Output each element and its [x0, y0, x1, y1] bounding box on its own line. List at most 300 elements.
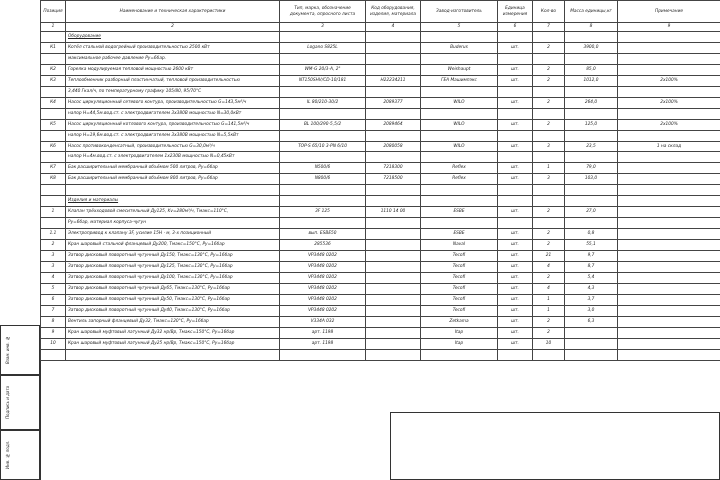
cell-note — [618, 240, 720, 251]
cell-mass: 6,3 — [565, 316, 618, 327]
cell-mass: 9,7 — [565, 251, 618, 262]
cell-mass: 3,0 — [565, 305, 618, 316]
cell-name: максимальное рабочее давление Ру=6бар. — [66, 53, 280, 64]
cell-qty — [533, 218, 565, 229]
col-num-6: 6 — [498, 23, 533, 32]
cell-qty: 21 — [533, 251, 565, 262]
cell-type — [280, 130, 366, 141]
cell-qty: 2 — [533, 97, 565, 108]
cell-unit: шт. — [498, 251, 533, 262]
cell-code — [366, 196, 421, 207]
table-row — [41, 75, 720, 86]
table-row — [41, 327, 720, 338]
cell-maker: ESBE — [421, 207, 498, 218]
cell-maker — [421, 349, 498, 360]
cell-note — [618, 207, 720, 218]
cell-code — [366, 316, 421, 327]
cell-maker — [421, 108, 498, 119]
cell-unit: шт. — [498, 283, 533, 294]
cell-type: VP3448 0202 — [280, 251, 366, 262]
cell-unit: шт. — [498, 240, 533, 251]
cell-mass — [565, 327, 618, 338]
cell-code — [366, 152, 421, 163]
cell-pos — [41, 108, 66, 119]
cell-qty: 3 — [533, 174, 565, 185]
cell-mass: 79,0 — [565, 163, 618, 174]
cell-code — [366, 229, 421, 240]
cell-qty — [533, 349, 565, 360]
cell-type: VP3448 0202 — [280, 283, 366, 294]
cell-qty: 2 — [533, 75, 565, 86]
cell-note — [618, 229, 720, 240]
cell-unit — [498, 108, 533, 119]
cell-note — [618, 251, 720, 262]
cell-maker: ESBE — [421, 229, 498, 240]
cell-code — [366, 32, 421, 43]
cell-note — [618, 305, 720, 316]
cell-note — [618, 64, 720, 75]
cell-note — [618, 174, 720, 185]
cell-type: VP3448 0202 — [280, 262, 366, 273]
cell-type: Logano S825L — [280, 42, 366, 53]
cell-pos: К4 — [41, 97, 66, 108]
table-row — [41, 130, 720, 141]
table-row — [41, 152, 720, 163]
cell-note — [618, 163, 720, 174]
cell-name: Котёл стальной водогрейный производительностью 2500 кВт — [66, 42, 280, 53]
section-row — [41, 196, 720, 207]
header-qty: Кол-во — [533, 1, 565, 23]
cell-name — [66, 185, 280, 196]
cell-name: Горелка модулируемая тепловой мощностью 2600 кВт — [66, 64, 280, 75]
cell-note — [618, 327, 720, 338]
table-row — [41, 119, 720, 130]
cell-pos — [41, 86, 66, 97]
cell-type — [280, 218, 366, 229]
cell-qty — [533, 108, 565, 119]
cell-code — [366, 86, 421, 97]
header-note: Примечание — [618, 1, 720, 23]
cell-unit — [498, 185, 533, 196]
cell-qty: 2 — [533, 42, 565, 53]
cell-mass — [565, 86, 618, 97]
column-number-row — [41, 23, 720, 32]
cell-name: Насос циркуляционный котлового контура, производительностью G=141,5м³/ч — [66, 119, 280, 130]
cell-pos: 1.1 — [41, 229, 66, 240]
cell-code — [366, 240, 421, 251]
cell-maker: Weishaupt — [421, 64, 498, 75]
cell-code: 2089464 — [366, 119, 421, 130]
table-row — [41, 53, 720, 64]
cell-mass: 23,5 — [565, 141, 618, 152]
cell-type — [280, 349, 366, 360]
cell-unit — [498, 196, 533, 207]
header-mass: Масса единицы,кг — [565, 1, 618, 23]
cell-unit: шт. — [498, 119, 533, 130]
cell-qty — [533, 32, 565, 43]
cell-pos — [41, 349, 66, 360]
cell-mass: 264,0 — [565, 97, 618, 108]
cell-unit: шт. — [498, 229, 533, 240]
cell-maker — [421, 86, 498, 97]
table-row — [41, 338, 720, 349]
table-row — [41, 251, 720, 262]
cell-name: Затвор дисковый поворотный чугунный Ду65, Tмакс=130°C, Ру=16бар — [66, 283, 280, 294]
cell-maker: Buderus — [421, 42, 498, 53]
cell-code — [366, 262, 421, 273]
table-row — [41, 262, 720, 273]
cell-type: N800/6 — [280, 174, 366, 185]
header-name: Наименование и техническая характеристики — [66, 1, 280, 23]
cell-unit — [498, 86, 533, 97]
cell-type — [280, 32, 366, 43]
cell-code: 1110 14 00 — [366, 207, 421, 218]
cell-type: TOP-S 65/10 3-PN 6/10 — [280, 141, 366, 152]
cell-mass: 27,0 — [565, 207, 618, 218]
cell-unit: шт. — [498, 262, 533, 273]
table-row — [41, 294, 720, 305]
cell-type: 285536 — [280, 240, 366, 251]
cell-qty: 2 — [533, 207, 565, 218]
table-row — [41, 229, 720, 240]
cell-unit: шт. — [498, 163, 533, 174]
cell-name: Вентиль запорный фланцевый Ду32, Tмакс=120°C, Ру=16бар — [66, 316, 280, 327]
cell-type: вып. ESBE50 — [280, 229, 366, 240]
header-unit: Единица измерения — [498, 1, 533, 23]
cell-mass — [565, 130, 618, 141]
cell-code — [366, 327, 421, 338]
cell-unit — [498, 130, 533, 141]
cell-maker — [421, 53, 498, 64]
cell-maker: Tecofi — [421, 305, 498, 316]
cell-mass: 8,7 — [565, 262, 618, 273]
cell-code: 2080058 — [366, 141, 421, 152]
cell-name: напор H=4м.вод.ст. с электродвигателем 1х230В мощностью N=0,45кВт — [66, 152, 280, 163]
cell-code — [366, 53, 421, 64]
cell-note — [618, 218, 720, 229]
cell-qty: 2 — [533, 240, 565, 251]
cell-pos: 2 — [41, 240, 66, 251]
cell-note — [618, 196, 720, 207]
cell-pos: К7 — [41, 163, 66, 174]
cell-type — [280, 196, 366, 207]
cell-type: арт. 1198 — [280, 338, 366, 349]
cell-note — [618, 283, 720, 294]
cell-note — [618, 272, 720, 283]
cell-maker — [421, 152, 498, 163]
cell-mass — [565, 196, 618, 207]
cell-note — [618, 185, 720, 196]
cell-pos: 5 — [41, 283, 66, 294]
cell-code — [366, 272, 421, 283]
cell-code — [366, 305, 421, 316]
header-position: Позиция — [41, 1, 66, 23]
cell-type: VP3448 0202 — [280, 305, 366, 316]
col-num-4: 4 — [366, 23, 421, 32]
cell-unit: шт. — [498, 174, 533, 185]
cell-pos: 3 — [41, 262, 66, 273]
cell-mass: 4,3 — [565, 283, 618, 294]
cell-type — [280, 185, 366, 196]
col-num-7: 7 — [533, 23, 565, 32]
cell-code — [366, 283, 421, 294]
cell-name: Кран шаровый муфтовый латунный Ду25 нр/Вр, Tмакс=150°C, Ру=16бар — [66, 338, 280, 349]
cell-maker — [421, 185, 498, 196]
cell-note — [618, 130, 720, 141]
table-row — [41, 108, 720, 119]
table-row — [41, 86, 720, 97]
cell-code — [366, 130, 421, 141]
cell-pos: К8 — [41, 174, 66, 185]
cell-pos — [41, 53, 66, 64]
cell-pos: К1 — [41, 42, 66, 53]
cell-name: Насос циркуляционный сетевого контура, производительностью G=143,5м³/ч — [66, 97, 280, 108]
table-row — [41, 42, 720, 53]
cell-mass — [565, 338, 618, 349]
header-code: Код оборудования, изделия, материала — [366, 1, 421, 23]
cell-type: арт. 1198 — [280, 327, 366, 338]
cell-mass: 3,7 — [565, 294, 618, 305]
table-row — [41, 97, 720, 108]
cell-mass: 1012,0 — [565, 75, 618, 86]
cell-name: Затвор дисковый поворотный чугунный Ду125, Tмакс=130°C, Ру=16бар — [66, 262, 280, 273]
cell-qty: 2 — [533, 64, 565, 75]
cell-mass — [565, 185, 618, 196]
cell-name: Электропривод к клапану 3F, усилие 15Н · м, 3-х позиционный — [66, 229, 280, 240]
col-num-5: 5 — [421, 23, 498, 32]
cell-note — [618, 32, 720, 43]
cell-qty: 10 — [533, 338, 565, 349]
table-row — [41, 174, 720, 185]
cell-pos: 4 — [41, 272, 66, 283]
cell-type: V334А 032 — [280, 316, 366, 327]
cell-name: 3,440 Гкал/ч, по температурному графику 105/80, 95/70°C — [66, 86, 280, 97]
cell-type: VP3448 0202 — [280, 272, 366, 283]
cell-qty — [533, 86, 565, 97]
cell-unit — [498, 32, 533, 43]
cell-note — [618, 262, 720, 273]
cell-maker: WILO — [421, 141, 498, 152]
cell-pos — [41, 218, 66, 229]
cell-note — [618, 152, 720, 163]
table-row — [41, 316, 720, 327]
cell-maker: Tecofi — [421, 283, 498, 294]
cell-unit: шт. — [498, 207, 533, 218]
col-num-9: 9 — [618, 23, 720, 32]
cell-pos — [41, 185, 66, 196]
cell-name: Оборудование — [66, 32, 280, 43]
cell-name: Затвор дисковый поворотный чугунный Ду150, Tмакс=130°C, Ру=16бар — [66, 251, 280, 262]
cell-name: Ру=6бар, материал корпуса-чугун — [66, 218, 280, 229]
cell-code — [366, 185, 421, 196]
cell-code — [366, 251, 421, 262]
cell-unit: шт. — [498, 294, 533, 305]
cell-maker: Tecofi — [421, 272, 498, 283]
header-type: Тип, марка, обозначение документа, опросного листа — [280, 1, 366, 23]
cell-maker: WILO — [421, 97, 498, 108]
cell-code — [366, 349, 421, 360]
col-num-8: 8 — [565, 23, 618, 32]
cell-code — [366, 64, 421, 75]
cell-maker — [421, 130, 498, 141]
side-box-replace-inv — [0, 325, 40, 375]
cell-code — [366, 218, 421, 229]
cell-type — [280, 53, 366, 64]
cell-qty — [533, 53, 565, 64]
specification-table — [40, 0, 720, 361]
cell-pos: 6 — [41, 294, 66, 305]
cell-pos: К3 — [41, 75, 66, 86]
cell-name: Затвор дисковый поворотный чугунный Ду50, Tмакс=130°C, Ру=16бар — [66, 294, 280, 305]
cell-pos — [41, 130, 66, 141]
cell-unit: шт. — [498, 75, 533, 86]
cell-pos: К2 — [41, 64, 66, 75]
col-num-3: 3 — [280, 23, 366, 32]
cell-mass — [565, 349, 618, 360]
cell-mass: 5,4 — [565, 272, 618, 283]
cell-note — [618, 86, 720, 97]
cell-maker: Reflex — [421, 163, 498, 174]
cell-qty: 4 — [533, 262, 565, 273]
cell-qty: 2 — [533, 316, 565, 327]
cell-mass: 103,0 — [565, 174, 618, 185]
cell-pos: 9 — [41, 327, 66, 338]
table-row — [41, 283, 720, 294]
cell-name: Бак расширительный мембранный объёмом 800 литров, Ру=6бар — [66, 174, 280, 185]
cell-type: IL 80/210-30/2 — [280, 97, 366, 108]
side-box-orig-inv — [0, 430, 40, 480]
table-row — [41, 305, 720, 316]
cell-pos: 10 — [41, 338, 66, 349]
cell-note: 1 на склад — [618, 141, 720, 152]
cell-type: 3F 125 — [280, 207, 366, 218]
cell-code: H22234211 — [366, 75, 421, 86]
cell-qty: 1 — [533, 163, 565, 174]
cell-name: Кран шаровый муфтовый латунный Ду32 нр/Вр, Tмакс=150°C, Ру=16бар — [66, 327, 280, 338]
cell-maker: Tecofi — [421, 251, 498, 262]
cell-maker: Zetkama — [421, 316, 498, 327]
cell-unit: шт. — [498, 338, 533, 349]
cell-code — [366, 42, 421, 53]
cell-unit: шт. — [498, 305, 533, 316]
cell-maker: Reflex — [421, 174, 498, 185]
cell-qty — [533, 152, 565, 163]
cell-mass — [565, 152, 618, 163]
cell-type: BL 100/290-5,5/2 — [280, 119, 366, 130]
cell-note — [618, 338, 720, 349]
cell-unit: шт. — [498, 327, 533, 338]
cell-name: Теплообменник разборный пластинчатый, тепловой производительностью — [66, 75, 280, 86]
cell-note: 2x100% — [618, 97, 720, 108]
cell-pos — [41, 32, 66, 43]
table-row — [41, 163, 720, 174]
cell-code — [366, 294, 421, 305]
title-block — [390, 412, 720, 480]
table-row — [41, 240, 720, 251]
cell-name: Затвор дисковый поворотный чугунный Ду40, Tмакс=130°C, Ру=16бар — [66, 305, 280, 316]
cell-maker: Tecofi — [421, 262, 498, 273]
cell-name: Бак расширительный мембранный объёмом 500 литров, Ру=6бар — [66, 163, 280, 174]
cell-maker — [421, 196, 498, 207]
cell-note — [618, 108, 720, 119]
table-row — [41, 64, 720, 75]
cell-qty: 3 — [533, 141, 565, 152]
cell-note — [618, 53, 720, 64]
cell-type: N500/6 — [280, 163, 366, 174]
cell-qty: 1 — [533, 294, 565, 305]
cell-mass — [565, 108, 618, 119]
cell-code — [366, 338, 421, 349]
col-num-2: 2 — [66, 23, 280, 32]
cell-name: Изделия и материалы — [66, 196, 280, 207]
cell-unit — [498, 349, 533, 360]
cell-unit: шт. — [498, 64, 533, 75]
cell-mass — [565, 32, 618, 43]
table-row — [41, 207, 720, 218]
cell-mass: 3900,0 — [565, 42, 618, 53]
cell-note — [618, 294, 720, 305]
cell-maker: Naval — [421, 240, 498, 251]
cell-qty: 2 — [533, 272, 565, 283]
cell-unit: шт. — [498, 141, 533, 152]
cell-pos — [41, 152, 66, 163]
header-maker: Завод-изготовитель — [421, 1, 498, 23]
table-row — [41, 349, 720, 360]
cell-qty — [533, 130, 565, 141]
cell-maker: Tecofi — [421, 294, 498, 305]
specification-body — [41, 1, 720, 361]
cell-unit: шт. — [498, 272, 533, 283]
cell-qty: 2 — [533, 119, 565, 130]
cell-note — [618, 349, 720, 360]
cell-maker: Itap — [421, 327, 498, 338]
cell-pos: К5 — [41, 119, 66, 130]
side-label-replace-inv: Взам. инв. № — [5, 336, 10, 364]
header-row — [41, 1, 720, 23]
cell-mass: 85,0 — [565, 64, 618, 75]
cell-code — [366, 108, 421, 119]
cell-mass: 0,8 — [565, 229, 618, 240]
cell-type: NT150SHV/CD-10/181 — [280, 75, 366, 86]
cell-qty — [533, 185, 565, 196]
cell-type — [280, 108, 366, 119]
cell-maker: Itap — [421, 338, 498, 349]
table-row — [41, 141, 720, 152]
cell-note: 2x100% — [618, 75, 720, 86]
cell-pos: 3 — [41, 251, 66, 262]
col-num-1: 1 — [41, 23, 66, 32]
cell-pos: 7 — [41, 305, 66, 316]
cell-note — [618, 42, 720, 53]
cell-qty: 4 — [533, 283, 565, 294]
cell-mass: 55,1 — [565, 240, 618, 251]
cell-name: Насос противоконденсатный, производительностью G=30,0м³/ч — [66, 141, 280, 152]
cell-name: Клапан трёхходовой смесительный Ду125, Kv=280м³/ч, Tмакс=110°C, — [66, 207, 280, 218]
cell-pos: 8 — [41, 316, 66, 327]
table-row — [41, 185, 720, 196]
cell-code: 7218300 — [366, 163, 421, 174]
side-label-orig-inv: Инв. № подл. — [5, 440, 10, 470]
cell-pos — [41, 196, 66, 207]
side-box-signature-date — [0, 375, 40, 430]
cell-name — [66, 349, 280, 360]
cell-name: Затвор дисковый поворотный чугунный Ду100, Tмакс=130°C, Ру=16бар — [66, 272, 280, 283]
cell-qty — [533, 196, 565, 207]
cell-maker — [421, 218, 498, 229]
cell-pos: К6 — [41, 141, 66, 152]
table-row — [41, 218, 720, 229]
cell-qty: 2 — [533, 229, 565, 240]
